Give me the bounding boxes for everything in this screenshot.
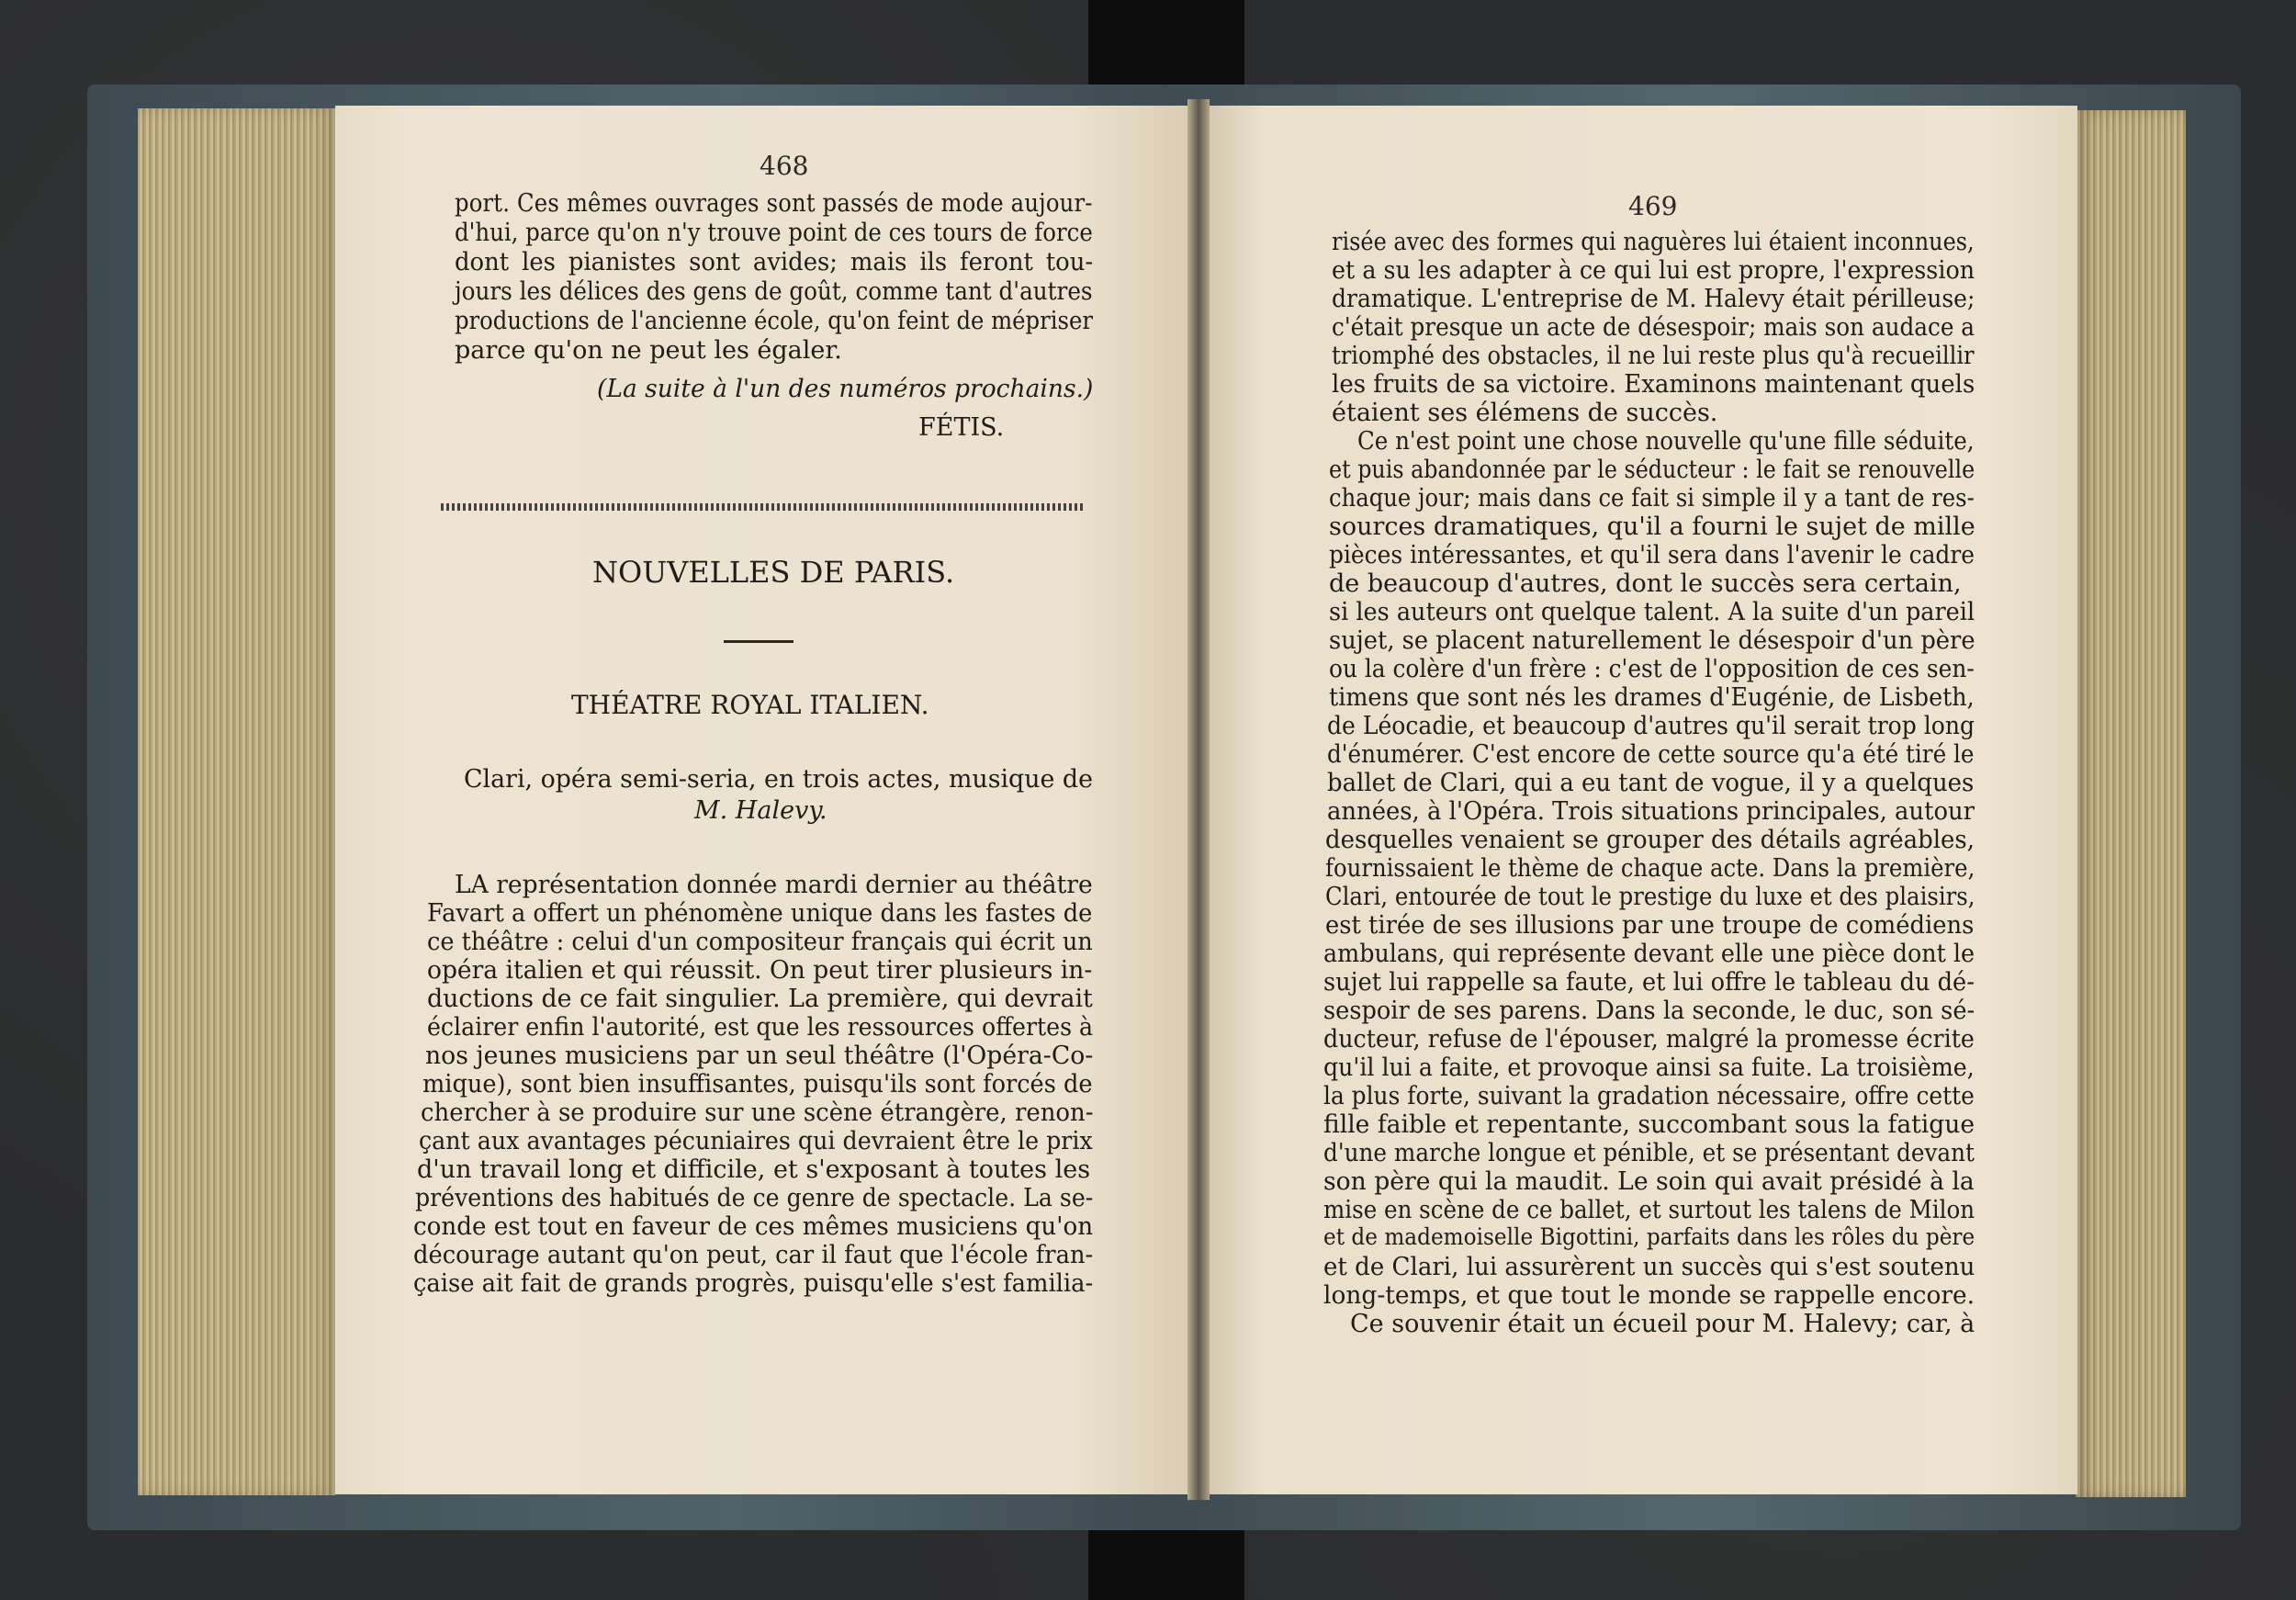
text-line: ce théâtre : celui d'un compositeur français qui écrit un [427, 928, 1093, 956]
text-line: décourage autant qu'on peut, car il faut que l'école fran- [413, 1241, 1094, 1269]
text-line: les fruits de sa victoire. Examinons maintenant quels [1332, 370, 1975, 399]
text-line: est tirée de ses illusions par une troupe de comédiens [1325, 911, 1975, 940]
text-line: son père qui la maudit. Le soin qui avait présidé à la [1323, 1167, 1975, 1196]
text-line: et a su les adapter à ce qui lui est propre, l'expression [1332, 256, 1975, 285]
text-line: chaque jour; mais dans ce fait si simple il y a tant de res- [1329, 484, 1975, 513]
text-line: de Léocadie, et beaucoup d'autres qu'il serait trop long [1327, 712, 1975, 740]
text-line: et de mademoiselle Bigottini, parfaits dans les rôles du père [1323, 1223, 1975, 1251]
book-gutter [1187, 99, 1210, 1500]
text-line: mise en scène de ce ballet, et surtout les talens de Milon [1323, 1196, 1975, 1224]
text-line: Ce souvenir était un écueil pour M. Halevy; car, à [1350, 1310, 1975, 1338]
text-line: desquelles venaient se grouper des détails agréables, [1325, 826, 1975, 854]
text-line: risée avec des formes qui naguères lui étaient inconnues, [1332, 228, 1975, 256]
text-line: fournissaient le thème de chaque acte. Dans la première, [1325, 854, 1975, 883]
text-line: sources dramatiques, qu'il a fourni le sujet de mille [1329, 513, 1975, 541]
text-line: conde est tout en faveur de ces mêmes musiciens qu'on [413, 1212, 1094, 1241]
right-page-edges [2076, 110, 2186, 1497]
short-rule [724, 640, 793, 643]
text-line: c'était presque un acte de désespoir; mais son audace a [1332, 313, 1975, 342]
text-line: ductions de ce fait singulier. La première, qui devrait [427, 985, 1093, 1013]
text-line: chercher à se produire sur une scène étrangère, renon- [421, 1099, 1094, 1127]
text-line: çant aux avantages pécuniaires qui devraient être le prix [419, 1127, 1093, 1155]
text-line: la plus forte, suivant la gradation nécessaire, offre cette [1323, 1082, 1975, 1110]
text-line: ou la colère d'un frère : c'est de l'opposition de ces sen- [1329, 655, 1975, 683]
text-line: long-temps, et que tout le monde se rappelle encore. [1323, 1281, 1975, 1310]
text-line: ducteur, refuse de l'épouser, malgré la promesse écrite [1323, 1025, 1975, 1054]
text-line: dont les pianistes sont avides; mais ils feront tou- [455, 248, 1094, 276]
text-line: nos jeunes musiciens par un seul théâtre (l'Opéra-Co- [425, 1042, 1094, 1070]
text-line: étaient ses élémens de succès. [1332, 399, 1718, 427]
text-line: productions de l'ancienne école, qu'on feint de mépriser [455, 307, 1093, 335]
text-line: si les auteurs ont quelque talent. A la suite d'un pareil [1329, 598, 1975, 626]
text-line: jours les délices des gens de goût, comme tant d'autres [455, 277, 1093, 306]
text-line: et de Clari, lui assurèrent un succès qui s'est soutenu [1323, 1253, 1975, 1281]
signature: FÉTIS. [918, 413, 1005, 442]
text-line: sujet lui rappelle sa faute, et lui offre le tableau du dé- [1323, 968, 1975, 997]
text-line: sujet, se placent naturellement le désespoir d'un père [1329, 626, 1975, 655]
theatre-heading: THÉATRE ROYAL ITALIEN. [571, 690, 929, 720]
text-line: sespoir de ses parens. Dans la seconde, le duc, son sé- [1323, 997, 1975, 1025]
text-line: préventions des habitués de ce genre de spectacle. La se- [415, 1184, 1094, 1212]
section-divider [441, 503, 1084, 511]
text-line: pièces intéressantes, et qu'il sera dans l'avenir le cadre [1329, 541, 1975, 569]
text-line: d'une marche longue et pénible, et se présentant devant [1323, 1139, 1975, 1167]
text-line: çaise ait fait de grands progrès, puisqu'elle s'est familia- [413, 1269, 1094, 1298]
left-page-number: 468 [760, 151, 809, 181]
continuation-note: (La suite à l'un des numéros prochains.) [597, 375, 1094, 403]
text-line: Clari, entourée de tout le prestige du luxe et des plaisirs, [1325, 883, 1975, 911]
text-line: ambulans, qui représente devant elle une pièce dont le [1323, 940, 1975, 968]
text-line: et puis abandonnée par le séducteur : le fait se renouvelle [1329, 456, 1975, 484]
text-line: timens que sont nés les drames d'Eugénie, de Lisbeth, [1329, 683, 1975, 712]
text-line: parce qu'on ne peut les égaler. [455, 336, 842, 365]
left-page-edges [138, 108, 335, 1495]
text-line: ballet de Clari, qui a eu tant de vogue, il y a quelques [1327, 769, 1975, 797]
right-page-number: 469 [1628, 191, 1678, 221]
text-line: dramatique. L'entreprise de M. Halevy était périlleuse; [1332, 285, 1975, 313]
text-line: d'hui, parce qu'on n'y trouve point de ces tours de force [455, 219, 1093, 247]
work-line-1: Clari, opéra semi-seria, en trois actes, musique de [464, 765, 1093, 794]
text-line: Ce n'est point une chose nouvelle qu'une fille séduite, [1357, 427, 1975, 456]
text-line: qu'il lui a faite, et provoque ainsi sa fuite. La troisième, [1323, 1054, 1975, 1082]
text-line: LA représentation donnée mardi dernier au théâtre [455, 871, 1093, 899]
text-line: d'un travail long et difficile, et s'exposant à toutes les [417, 1155, 1091, 1184]
text-line: Favart a offert un phénomène unique dans les fastes de [427, 899, 1093, 928]
text-line: éclairer enfin l'autorité, est que les ressources offertes à [427, 1013, 1094, 1042]
text-line: opéra italien et qui réussit. On peut tirer plusieurs in- [427, 956, 1093, 985]
text-line: d'énumérer. C'est encore de cette source qu'a été tiré le [1327, 740, 1975, 769]
section-heading: NOUVELLES DE PARIS. [592, 555, 955, 590]
text-line: de beaucoup d'autres, dont le succès sera certain, [1329, 569, 1962, 598]
text-line: port. Ces mêmes ouvrages sont passés de mode aujour- [455, 189, 1093, 218]
text-line: fille faible et repentante, succombant sous la fatigue [1323, 1110, 1975, 1139]
work-line-2: M. Halevy. [694, 796, 827, 825]
text-line: mique), sont bien insuffisantes, puisqu'ils sont forcés de [422, 1070, 1093, 1099]
text-line: années, à l'Opéra. Trois situations principales, autour [1327, 797, 1975, 826]
text-line: triomphé des obstacles, il ne lui reste plus qu'à recueillir [1332, 342, 1975, 370]
